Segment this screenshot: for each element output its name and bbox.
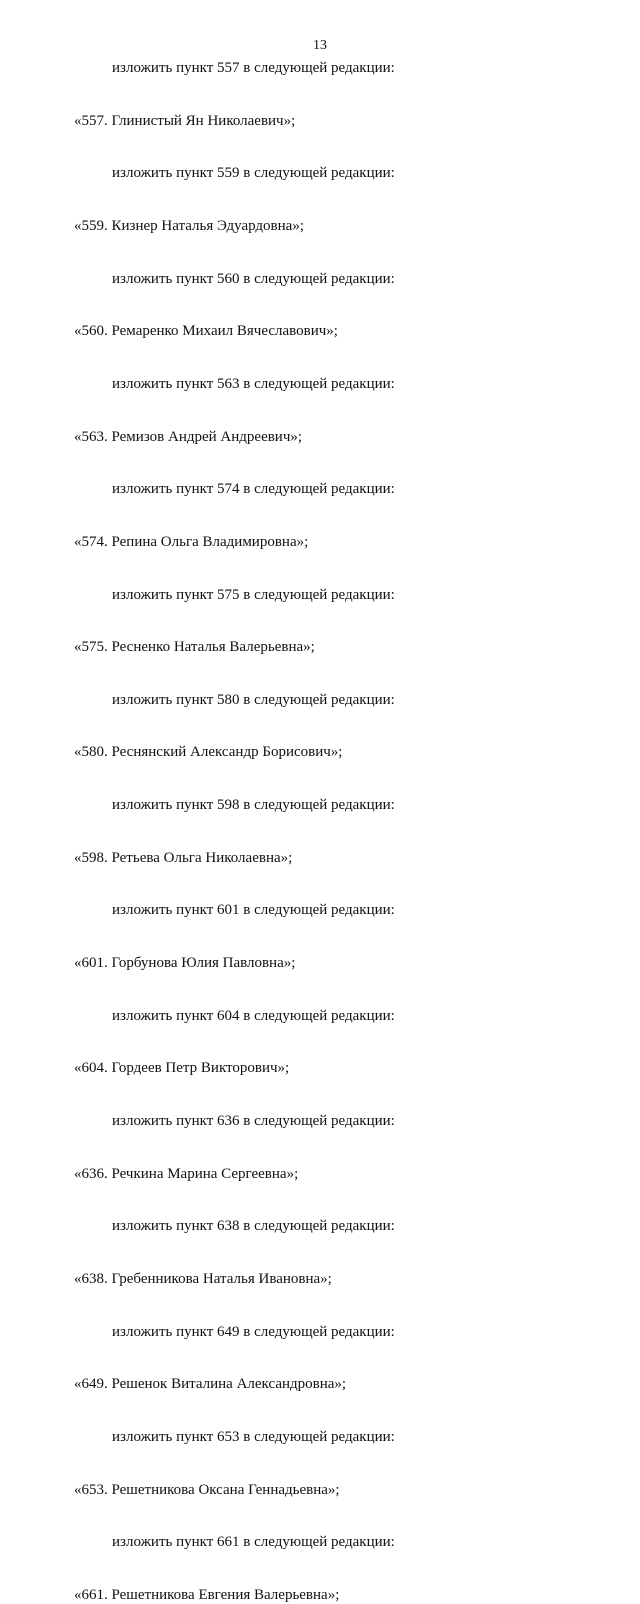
amendment-instruction: изложить пункт 661 в следующей редакции: xyxy=(112,1534,395,1551)
amended-item: «601. Горбунова Юлия Павловна»; xyxy=(74,955,296,972)
amendment-instruction: изложить пункт 563 в следующей редакции: xyxy=(112,375,395,392)
amended-item: «636. Речкина Марина Сергеевна»; xyxy=(74,1165,299,1182)
amended-item: «638. Гребенникова Наталья Ивановна»; xyxy=(74,1270,332,1287)
amended-item: «575. Ресненко Наталья Валерьевна»; xyxy=(74,639,315,656)
amendment-instruction: изложить пункт 649 в следующей редакции: xyxy=(112,1323,395,1340)
amendment-instruction: изложить пункт 557 в следующей редакции: xyxy=(112,60,395,76)
amended-item: «559. Кизнер Наталья Эдуардовна»; xyxy=(74,217,304,234)
amendment-instruction: изложить пункт 636 в следующей редакции: xyxy=(112,1113,395,1129)
amended-item: «574. Репина Ольга Владимировна»; xyxy=(74,533,309,550)
amendment-instruction: изложить пункт 580 в следующей редакции: xyxy=(112,691,395,708)
page-number: 13 xyxy=(313,38,327,53)
amendment-instruction: изложить пункт 574 в следующей редакции: xyxy=(112,481,395,498)
amended-item: «661. Решетникова Евгения Валерьевна»; xyxy=(74,1586,340,1603)
amended-item: «598. Ретьева Ольга Николаевна»; xyxy=(74,849,293,866)
amended-item: «560. Ремаренко Михаил Вячеславович»; xyxy=(74,323,338,340)
amended-item: «580. Реснянский Александр Борисович»; xyxy=(74,744,343,761)
amendment-instruction: изложить пункт 559 в следующей редакции: xyxy=(112,165,395,182)
amendment-instruction: изложить пункт 575 в следующей редакции: xyxy=(112,586,395,603)
amendment-instruction: изложить пункт 560 в следующей редакции: xyxy=(112,270,395,287)
amended-item: «604. Гордеев Петр Викторович»; xyxy=(74,1060,290,1077)
amended-item: «649. Решенок Виталина Александровна»; xyxy=(74,1376,347,1393)
amendment-instruction: изложить пункт 601 в следующей редакции: xyxy=(112,902,395,919)
amended-item: «557. Глинистый Ян Николаевич»; xyxy=(74,112,296,129)
amended-item: «563. Ремизов Андрей Андреевич»; xyxy=(74,428,303,445)
amendment-instruction: изложить пункт 598 в следующей редакции: xyxy=(112,797,395,814)
amendment-instruction: изложить пункт 653 в следующей редакции: xyxy=(112,1428,395,1445)
amendment-instruction: изложить пункт 604 в следующей редакции: xyxy=(112,1007,395,1024)
amended-item: «653. Решетникова Оксана Геннадьевна»; xyxy=(74,1481,340,1498)
amendment-instruction: изложить пункт 638 в следующей редакции: xyxy=(112,1218,395,1235)
